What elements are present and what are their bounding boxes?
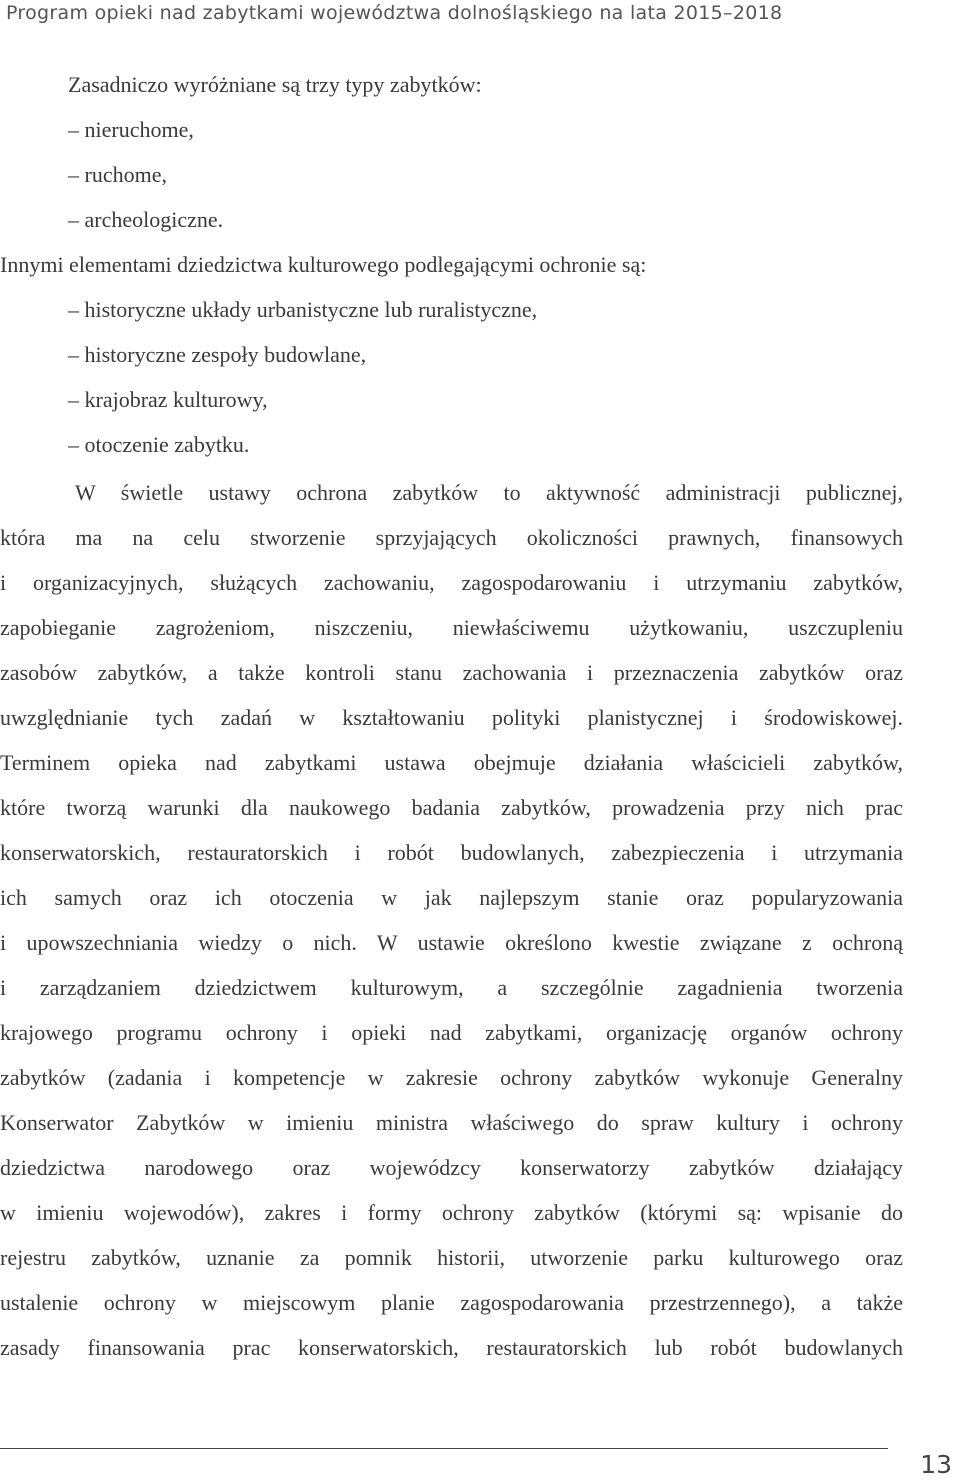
paragraph-line: która ma na celu stworzenie sprzyjających okoliczności prawnych, finansowych [0, 525, 903, 550]
other-elements-intro: Innymi elementami dziedzictwa kulturowego podlegającymi ochronie są: [0, 252, 647, 277]
paragraph-line: Konserwator Zabytków w imieniu ministra właściwego do spraw kultury i ochrony [0, 1110, 903, 1135]
paragraph-line: które tworzą warunki dla naukowego badania zabytków, prowadzenia przy nich prac [0, 795, 903, 820]
paragraph-line: w imieniu wojewodów), zakres i formy ochrony zabytków (którymi są: wpisanie do [0, 1200, 903, 1225]
list-item: – historyczne zespoły budowlane, [68, 342, 367, 367]
paragraph-line: ustalenie ochrony w miejscowym planie zagospodarowania przestrzennego), a także [0, 1290, 903, 1315]
paragraph-line: Terminem opieka nad zabytkami ustawa obejmuje działania właścicieli zabytków, [0, 750, 903, 775]
paragraph-line: krajowego programu ochrony i opieki nad zabytkami, organizację organów ochrony [0, 1020, 903, 1045]
paragraph-line: i zarządzaniem dziedzictwem kulturowym, a szczególnie zagadnienia tworzenia [0, 975, 903, 1000]
footer-rule [0, 1448, 888, 1449]
paragraph-line: ich samych oraz ich otoczenia w jak najlepszym stanie oraz popularyzowania [0, 885, 903, 910]
paragraph-line: uwzględnianie tych zadań w kształtowaniu polityki planistycznej i środowiskowej. [0, 705, 903, 730]
list-item: – historyczne układy urbanistyczne lub ruralistyczne, [68, 297, 538, 322]
paragraph-line: zapobieganie zagrożeniom, niszczeniu, niewłaściwemu użytkowaniu, uszczupleniu [0, 615, 903, 640]
running-header: Program opieki nad zabytkami województwa dolnośląskiego na lata 2015–2018 [6, 2, 783, 24]
list-item: – archeologiczne. [68, 207, 224, 232]
paragraph-line: zabytków (zadania i kompetencje w zakresie ochrony zabytków wykonuje Generalny [0, 1065, 903, 1090]
list-item: – otoczenie zabytku. [68, 432, 250, 457]
intro-text: Zasadniczo wyróżniane są trzy typy zabytków: [68, 72, 482, 97]
paragraph-line: zasady finansowania prac konserwatorskich, restauratorskich lub robót budowlanych [0, 1335, 903, 1360]
list-item: – krajobraz kulturowy, [68, 387, 268, 412]
paragraph-line: zasobów zabytków, a także kontroli stanu zachowania i przeznaczenia zabytków oraz [0, 660, 903, 685]
paragraph-line: dziedzictwa narodowego oraz wojewódzcy konserwatorzy zabytków działający [0, 1155, 903, 1180]
paragraph-line: rejestru zabytków, uznanie za pomnik historii, utworzenie parku kulturowego oraz [0, 1245, 903, 1270]
list-item: – ruchome, [68, 162, 167, 187]
paragraph-line: i upowszechniania wiedzy o nich. W ustawie określono kwestie związane z ochroną [0, 930, 903, 955]
paragraph-line: W świetle ustawy ochrona zabytków to aktywność administracji publicznej, [75, 480, 903, 505]
list-item: – nieruchome, [68, 117, 194, 142]
page-number: 13 [920, 1450, 952, 1479]
paragraph-line: i organizacyjnych, służących zachowaniu, zagospodarowaniu i utrzymaniu zabytków, [0, 570, 903, 595]
paragraph-line: konserwatorskich, restauratorskich i robót budowlanych, zabezpieczenia i utrzymania [0, 840, 903, 865]
